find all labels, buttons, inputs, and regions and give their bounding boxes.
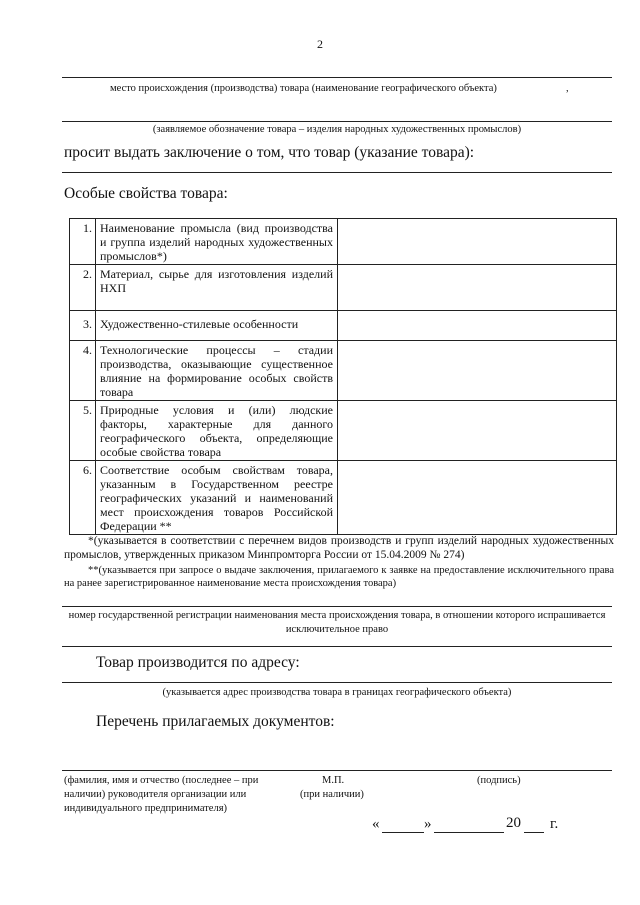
date-open-quote: « bbox=[372, 816, 380, 832]
row-number: 5. bbox=[70, 401, 96, 461]
row-number: 4. bbox=[70, 341, 96, 401]
stamp-label: М.П. bbox=[322, 775, 345, 786]
row-label: Соответствие особым свойствам товара, указанным в Государственном реестре географических указаний и наименований мест происхождения товаров Российской Федерации ** bbox=[96, 461, 338, 535]
row-value[interactable] bbox=[338, 401, 617, 461]
row-number: 3. bbox=[70, 311, 96, 341]
address-heading: Товар производится по адресу: bbox=[96, 654, 300, 671]
date-day-line[interactable] bbox=[382, 832, 424, 833]
date-close-quote: » bbox=[424, 816, 432, 832]
declared-caption: (заявляемое обозначение товара – изделия народных художественных промыслов) bbox=[152, 124, 522, 135]
request-text: просит выдать заключение о том, что товар (указание товара): bbox=[64, 144, 475, 161]
row-label: Художественно-стилевые особенности bbox=[96, 311, 338, 341]
documents-heading: Перечень прилагаемых документов: bbox=[96, 713, 335, 730]
row-value[interactable] bbox=[338, 461, 617, 535]
signature-caption: (подпись) bbox=[477, 775, 521, 786]
request-line bbox=[62, 172, 612, 173]
table-row bbox=[70, 219, 617, 265]
date-year-line[interactable] bbox=[524, 832, 544, 833]
table-row bbox=[70, 311, 617, 341]
row-label: Природные условия и (или) людские факторы, характерные для данного географического объекта, определяющие особые свойства товара bbox=[96, 401, 338, 461]
date-month-line[interactable] bbox=[434, 832, 504, 833]
page-number: 2 bbox=[317, 37, 323, 51]
row-number: 1. bbox=[70, 219, 96, 265]
row-value[interactable] bbox=[338, 341, 617, 401]
row-value[interactable] bbox=[338, 219, 617, 265]
footnote-1: *(указывается в соответствии с перечнем видов производств и групп изделий народных художественных промыслов, утвержденных приказом Минпромторга России от 15.04.2009 № 274) bbox=[64, 535, 614, 561]
properties-table bbox=[69, 218, 617, 535]
date-year-prefix: 20 bbox=[506, 815, 521, 831]
table-row bbox=[70, 401, 617, 461]
row-number: 2. bbox=[70, 265, 96, 311]
row-label: Наименование промысла (вид производства и группа изделий народных художественных промыслов*) bbox=[96, 219, 338, 265]
address-caption: (указывается адрес производства товара в границах географического объекта) bbox=[162, 687, 512, 698]
table-row bbox=[70, 265, 617, 311]
table-row bbox=[70, 341, 617, 401]
origin-caption: место происхождения (производства) товара (наименование географического объекта) bbox=[110, 83, 497, 94]
row-value[interactable] bbox=[338, 265, 617, 311]
registration-caption: номер государственной регистрации наименования места происхождения товара, в отношении которого испрашивается исключительное право bbox=[68, 610, 606, 635]
row-value[interactable] bbox=[338, 311, 617, 341]
footnote-2: **(указывается при запросе о выдаче заключения, прилагаемого к заявке на предоставление исключительного права на ранее зарегистрированное наименование места происхождения товара) bbox=[64, 565, 614, 589]
row-number: 6. bbox=[70, 461, 96, 535]
origin-comma: , bbox=[566, 83, 569, 94]
stamp-note: (при наличии) bbox=[300, 789, 364, 800]
date-year-suffix: г. bbox=[550, 816, 559, 832]
address-line bbox=[62, 682, 612, 683]
table-row bbox=[70, 461, 617, 535]
declared-line bbox=[62, 121, 612, 122]
properties-heading: Особые свойства товара: bbox=[64, 185, 228, 202]
row-label: Технологические процессы – стадии производства, оказывающие существенное влияние на формирование особых свойств товара bbox=[96, 341, 338, 401]
registration-underline bbox=[62, 646, 612, 647]
signatory-name-caption: (фамилия, имя и отчество (последнее – при наличии) руководителя организации или индивидуального предпринимателя) bbox=[64, 775, 259, 814]
documents-line bbox=[62, 770, 612, 771]
row-label: Материал, сырье для изготовления изделий НХП bbox=[96, 265, 338, 311]
origin-line bbox=[62, 77, 612, 78]
registration-line bbox=[62, 606, 612, 607]
